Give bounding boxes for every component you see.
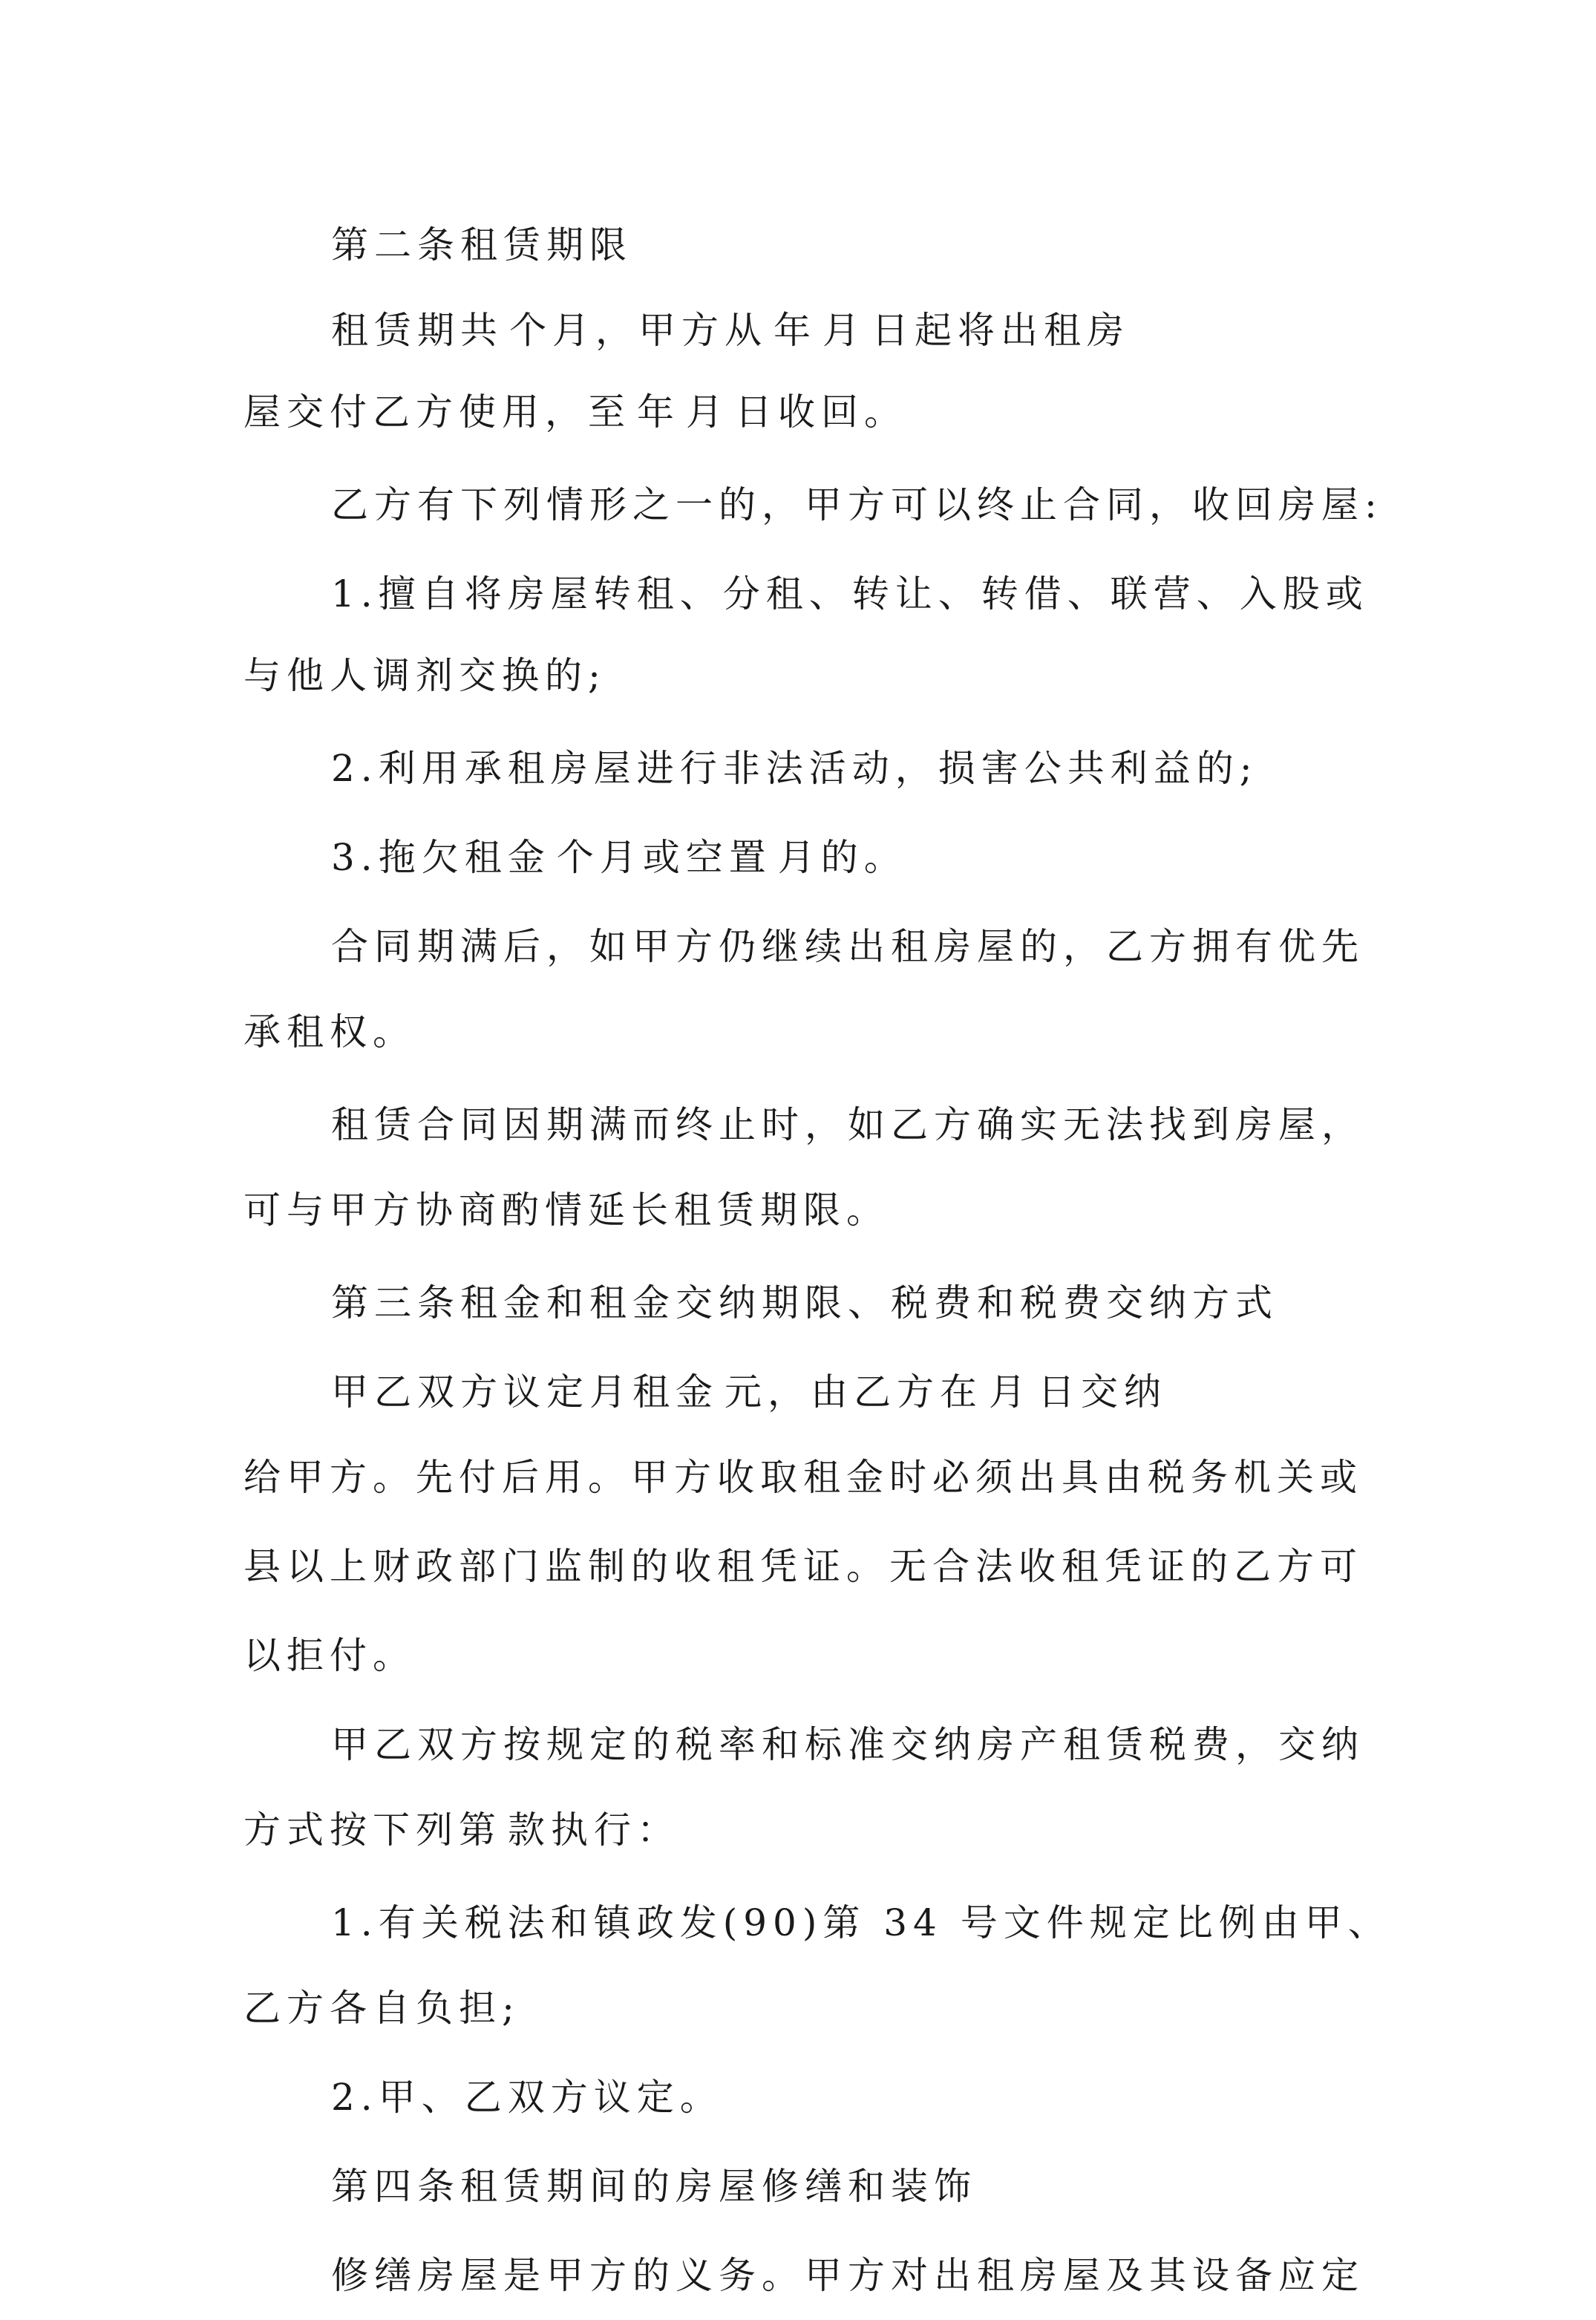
paragraph-line [243,1611,416,1700]
text: 1.擅自将房屋转租、分租、转让、转借、联营、入股或 [331,572,1369,615]
section-heading-2 [331,200,632,290]
text: 2.利用承租房屋进行非法活动，损害公共利益的; [331,747,1258,790]
paragraph-line [331,902,1364,991]
section-heading-4 [331,2142,977,2231]
section-heading-3 [331,1258,1278,1347]
text: 合同期满后，如甲方仍继续出租房屋的，乙方拥有优先 [331,925,1364,968]
text: 给甲方。先付后用。甲方收取租金时必须出具由税务机关或 [243,1456,1363,1499]
text: 日起将出租房 [871,309,1130,352]
text: 租赁期共 [331,309,503,352]
text: 个月，甲方从 [509,309,768,352]
text: 第三条租金和租金交纳期限、税费和税费交纳方式 [331,1281,1278,1324]
text: 甲乙双方议定月租金 [331,1370,719,1414]
text: 修缮房屋是甲方的义务。甲方对出租房屋及其设备应定 [331,2254,1364,2297]
text: 1.有关税法和镇政发(90)第 34 号文件规定比例由甲、 [331,1901,1391,1944]
text: 承租权。 [243,1010,416,1053]
text: 个月或空置 [556,836,772,879]
text: 2.甲、乙双方议定。 [331,2076,723,2119]
text: 第四条租赁期间的房屋修缮和装饰 [331,2165,977,2208]
text: 月的。 [777,836,907,879]
paragraph-line [243,1964,520,2053]
paragraph-line [243,367,907,457]
text: 款执行： [508,1808,680,1852]
list-item-1 [331,549,1369,638]
text: 年 [637,391,680,434]
text: 县以上财政部门监制的收租凭证。无合法收租凭证的乙方可 [243,1545,1363,1588]
paragraph-line [331,2231,1364,2320]
text: 方式按下列第 [243,1808,502,1852]
paragraph-line [243,631,606,720]
text: 甲乙双方按规定的税率和标准交纳房产租赁税费，交纳 [331,1723,1364,1766]
list-item-3 [331,813,907,902]
text: 月 [686,391,729,434]
paragraph-line [331,460,1383,549]
text: 屋交付乙方使用，至 [243,391,631,434]
paragraph-line [331,1347,1167,1437]
text: 日交纳 [1038,1370,1167,1414]
text: 日收回。 [735,391,907,434]
paragraph-line [243,1785,680,1875]
text: 3.拖欠租金 [331,836,551,879]
text: 与他人调剂交换的; [243,654,606,697]
text: 乙方各自负担; [243,1987,520,2030]
paragraph-line [331,1080,1364,1169]
paragraph-line [243,1522,1363,1611]
text: 第二条租赁期限 [331,223,632,267]
text: 以拒付。 [243,1634,416,1677]
paragraph-line [331,1700,1364,1789]
text: 可与甲方协商酌情延长租赁期限。 [243,1189,889,1232]
paragraph-line [331,286,1130,375]
paragraph-line [243,1433,1363,1522]
paragraph-line [243,987,416,1076]
list-item-2 [331,2053,723,2142]
list-item-2 [331,724,1258,813]
text: 年 [774,309,817,352]
text: 元，由乙方在 [725,1370,983,1414]
paragraph-line [243,1166,889,1255]
text: 月 [822,309,866,352]
list-item-1 [331,1878,1391,1967]
text: 租赁合同因期满而终止时，如乙方确实无法找到房屋， [331,1103,1364,1146]
text: 乙方有下列情形之一的，甲方可以终止合同，收回房屋: [331,483,1383,526]
text: 月 [989,1370,1032,1414]
